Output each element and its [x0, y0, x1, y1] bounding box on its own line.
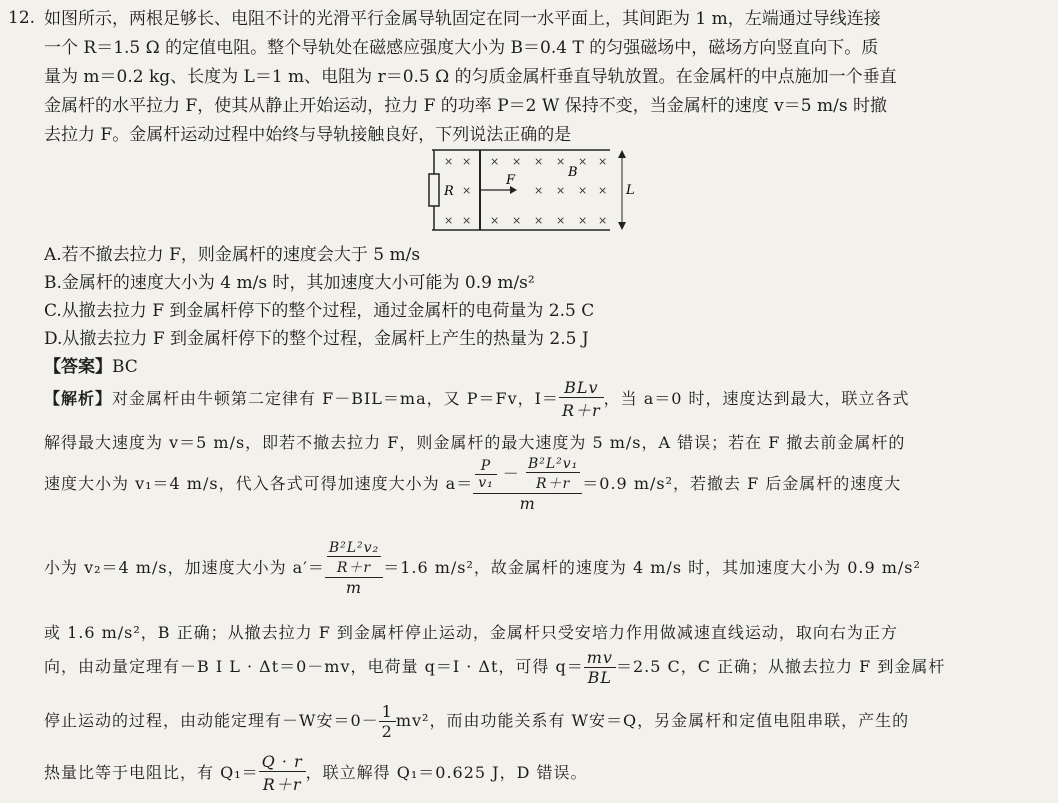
solution-line-1: 【解析】对金属杆由牛顿第二定律有 F－BIL＝ma，又 P＝Fv，I＝ $\frac{\text{BLv}}{R+r}$ ，当 a＝0 时，速度达到最大，联立各式: [44, 378, 910, 420]
svg-text:×: ×: [534, 214, 544, 227]
svg-text:×: ×: [556, 155, 566, 168]
svg-text:×: ×: [462, 155, 472, 168]
question-line-3: 量为 m＝0.2 kg、长度为 L＝1 m、电阻为 r＝0.5 Ω 的匀质金属杆垂直导轨放置。在金属杆的中点施加一个垂直: [44, 67, 897, 87]
question-number: 12.: [8, 8, 36, 28]
svg-text:×: ×: [444, 155, 454, 168]
svg-text:×: ×: [512, 214, 522, 227]
svg-text:×: ×: [512, 155, 522, 168]
circuit-diagram: [420, 140, 650, 240]
field-label: B: [568, 165, 578, 180]
svg-text:×: ×: [556, 184, 566, 197]
svg-text:×: ×: [578, 214, 588, 227]
svg-text:×: ×: [490, 214, 500, 227]
solution-line-5: 或 1.6 m/s²，B 正确；从撤去拉力 F 到金属杆停止运动，金属杆只受安培力作用做减速直线运动，取向右为正方: [44, 623, 898, 642]
answer-value: BC: [112, 357, 138, 377]
svg-text:×: ×: [490, 155, 500, 168]
svg-text:×: ×: [462, 214, 472, 227]
question-line-4: 金属杆的水平拉力 F，使其从静止开始运动，拉力 F 的功率 P＝2 W 保持不变，当金属杆的速度 v＝5 m/s 时撤: [44, 96, 887, 116]
question-line-2: 一个 R＝1.5 Ω 的定值电阻。整个导轨处在磁感应强度大小为 B＝0.4 T 的匀强磁场中，磁场方向竖直向下。质: [44, 38, 879, 58]
solution-label: 【解析】: [44, 389, 113, 408]
fraction-acceleration-a-prime: $\frac{\frac{\text{B²L²v₂}}{R+r}}{m}$: [325, 540, 383, 597]
option-d[interactable]: D.从撤去拉力 F 到金属杆停下的整个过程，金属杆上产生的热量为 2.5 J: [44, 329, 589, 349]
fraction-heat: $\frac{Q \cdot r}{R+r}$: [259, 752, 306, 795]
option-c[interactable]: C.从撤去拉力 F 到金属杆停下的整个过程，通过金属杆的电荷量为 2.5 C: [44, 301, 595, 321]
magnetic-field-crosses: [444, 155, 607, 227]
question-line-1: 如图所示，两根足够长、电阻不计的光滑平行金属导轨固定在同一水平面上，其间距为 1 m，左端通过导线连接: [44, 9, 881, 29]
svg-text:×: ×: [534, 184, 544, 197]
svg-text:×: ×: [578, 184, 588, 197]
fraction-half: $\frac{1}{2}$: [379, 702, 396, 741]
svg-text:×: ×: [534, 155, 544, 168]
question-line-5: 去拉力 F。金属杆运动过程中始终与导轨接触良好，下列说法正确的是: [44, 125, 572, 145]
resistor-symbol: [429, 174, 439, 206]
svg-text:×: ×: [462, 184, 472, 197]
svg-text:×: ×: [598, 184, 608, 197]
svg-text:×: ×: [556, 214, 566, 227]
fraction-current: $\frac{\text{BLv}}{R+r}$: [559, 378, 604, 421]
fraction-charge: $\frac{mv}{BL}$: [584, 648, 616, 687]
svg-text:×: ×: [444, 214, 454, 227]
resistor-label: R: [444, 184, 454, 199]
solution-line-7: 停止运动的过程，由动能定理有－W安＝0－ $\frac{1}{2}$ mv²，而由功能关系有 W安＝Q，另金属杆和定值电阻串联，产生的: [44, 702, 910, 741]
length-label: L: [626, 183, 635, 198]
option-b[interactable]: B.金属杆的速度大小为 4 m/s 时，其加速度大小可能为 0.9 m/s²: [44, 273, 535, 293]
solution-line-4: 小为 v₂＝4 m/s，加速度大小为 a′＝ $\frac{\frac{\text{B²L²v₂}}{R+r}}{m}$ ＝1.6 m/s²，故金属杆的速度为 4 m/s 时，其加速度大小为 0.9 m/s²: [44, 540, 921, 597]
solution-line-6: 向，由动量定理有－B I L · Δt＝0－mv，电荷量 q＝I · Δt，可得 q＝ $\frac{mv}{BL}$ ＝2.5 C，C 正确；从撤去拉力 F 到金属杆: [44, 648, 946, 687]
solution-line-3: 速度大小为 v₁＝4 m/s，代入各式可得加速度大小为 a＝ $\frac{P}{\text{v₁}}$ － $\frac{\text{B²L²v₁}}{R+r}$ m ＝0.9 m/s²，若撤去 F 后金属杆的速度大: [44, 456, 902, 513]
solution-line-2: 解得最大速度为 v＝5 m/s，即若不撤去拉力 F，则金属杆的最大速度为 5 m/s，A 错误；若在 F 撤去前金属杆的: [44, 433, 906, 452]
force-label: F: [506, 173, 516, 188]
answer-label: 【答案】: [44, 357, 112, 377]
option-a[interactable]: A.若不撤去拉力 F，则金属杆的速度会大于 5 m/s: [44, 245, 421, 265]
answer-line: [44, 352, 138, 377]
solution-line-8: 热量比等于电阻比，有 Q₁＝ $\frac{Q \cdot r}{R+r}$ ，联立解得 Q₁＝0.625 J，D 错误。: [44, 752, 588, 794]
svg-text:×: ×: [578, 155, 588, 168]
svg-text:×: ×: [598, 214, 608, 227]
svg-text:×: ×: [598, 155, 608, 168]
fraction-acceleration-a: $\frac{P}{\text{v₁}}$ － $\frac{\text{B²L²v₁}}{R+r}$ m: [473, 456, 582, 513]
